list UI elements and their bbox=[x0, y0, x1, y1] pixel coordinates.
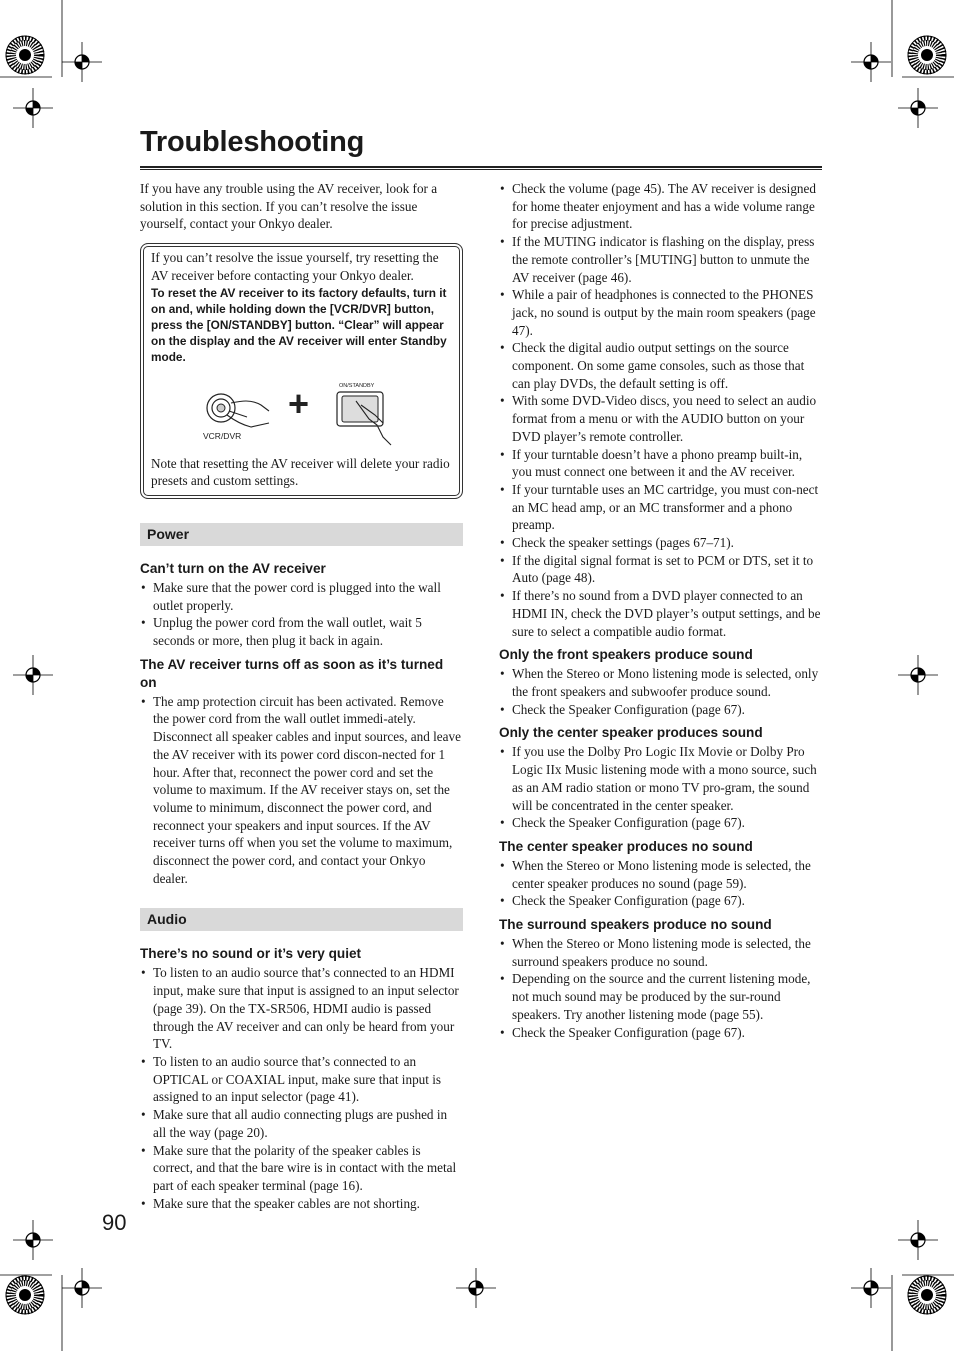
title-rule bbox=[140, 166, 822, 170]
list-item: • Check the Speaker Configuration (page 67). bbox=[499, 701, 823, 719]
power-list-2 bbox=[140, 693, 463, 888]
intro-paragraph: If you have any trouble using the AV receiver, look for a solution in this section. If you can’t resolve the issue yourself, contact your Onkyo dealer. bbox=[140, 181, 438, 232]
list-item: • When the Stereo or Mono listening mode is selected, only the front speakers and subwoofer produce sound. bbox=[499, 665, 823, 700]
list-item: • If your turntable uses an MC cartridge, you must con-nect an MC head amp, or an MC transformer and a phono preamp. bbox=[499, 481, 823, 534]
subheading-surround: The surround speakers produce no sound bbox=[499, 917, 772, 933]
note-reset-instructions: To reset the AV receiver to its factory defaults, turn it on and, while holding down the [VCR/DVR] button, press the [ON/STANDBY] button. “Clear” will appear on the display and the AV receiver will enter Standby mode. bbox=[151, 285, 447, 364]
section-heading-power: Power bbox=[140, 523, 463, 546]
list-item: • If your turntable doesn’t have a phono preamp built-in, you must connect one between it and the AV receiver. bbox=[499, 446, 823, 481]
subheading-center-none: The center speaker produces no sound bbox=[499, 838, 753, 854]
vcr-dvr-button-icon bbox=[207, 394, 269, 427]
subheading-center-only: Only the center speaker produces sound bbox=[499, 725, 763, 741]
list-item: • Unplug the power cord from the wall outlet, wait 5 seconds or more, then plug it back in again. bbox=[140, 614, 463, 649]
list-item: • If you use the Dolby Pro Logic IIx Movie or Dolby Pro Logic IIx Music listening mode with a mono source, such as an AM radio station or mono TV pro-gram, the sound will be concentrated in the center speaker. bbox=[499, 743, 823, 814]
list-item: • Check the speaker settings (pages 67–71). bbox=[499, 534, 823, 552]
center-none-list bbox=[499, 857, 823, 910]
audio-list-1 bbox=[140, 964, 463, 1212]
list-item: • Make sure that the speaker cables are not shorting. bbox=[140, 1195, 463, 1213]
list-item: • Make sure that the power cord is plugged into the wall outlet properly. bbox=[140, 579, 463, 614]
list-item: • Check the Speaker Configuration (page 67). bbox=[499, 1024, 823, 1042]
note-text-1: If you can’t resolve the issue yourself, try resetting the AV receiver before contacting your Onkyo dealer. bbox=[151, 250, 439, 283]
list-item: • While a pair of headphones is connected to the PHONES jack, no sound is output by the main room speakers (page 47). bbox=[499, 286, 823, 339]
list-item: • The amp protection circuit has been activated. Remove the power cord from the wall outlet immedi-ately. Disconnect all speaker cables and input sources, and leave the AV receiver with its power cord discon-nected for 1 hour. After that, reconnect the power cord and set the volume to maximum. If the AV receiver stays on, set the volume to minimum, disconnect the power cord, and reconnect your speakers and input sources. If the AV receiver turns off when you set the volume to maximum, disconnect the power cord, and contact your Onkyo dealer. bbox=[140, 693, 463, 888]
right-column bbox=[499, 180, 823, 1041]
audio-subheading-1: There’s no sound or it’s very quiet bbox=[140, 946, 362, 962]
list-item: • When the Stereo or Mono listening mode is selected, the center speaker produces no sound (page 59). bbox=[499, 857, 823, 892]
page-title: Troubleshooting bbox=[140, 126, 365, 158]
center-only-list bbox=[499, 743, 823, 832]
on-standby-button-icon bbox=[337, 392, 391, 445]
list-item: • When the Stereo or Mono listening mode is selected, the surround speakers produce no sound. bbox=[499, 935, 823, 970]
power-subheading-1: Can’t turn on the AV receiver bbox=[140, 560, 326, 576]
page-number: 90 bbox=[102, 1210, 127, 1235]
section-heading-audio: Audio bbox=[140, 908, 463, 931]
note-text-2: Note that resetting the AV receiver will delete your radio presets and custom settings. bbox=[151, 455, 450, 489]
reset-illustration bbox=[151, 365, 453, 455]
plus-sign: + bbox=[288, 382, 310, 424]
list-item: • Depending on the source and the current listening mode, not much sound may be produced by the sur-round speakers. Try another listening mode (page 55). bbox=[499, 970, 823, 1023]
subheading-front-speakers: Only the front speakers produce sound bbox=[499, 647, 753, 663]
list-item: • To listen to an audio source that’s connected to an HDMI input, make sure that input is assigned to an input selector (page 39). On the TX-SR506, HDMI audio is passed through the AV receiver and can only be heard from your TV. bbox=[140, 964, 463, 1053]
list-item: • Check the Speaker Configuration (page 67). bbox=[499, 814, 823, 832]
list-item: • If the digital signal format is set to PCM or DTS, set it to Auto (page 48). bbox=[499, 552, 823, 587]
list-item: • If there’s no sound from a DVD player connected to an HDMI IN, check the DVD player’s output settings, and be sure to select a compatible audio format. bbox=[499, 587, 823, 640]
surround-list bbox=[499, 935, 823, 1041]
on-standby-label: ON/STANDBY bbox=[339, 382, 375, 389]
power-list-1 bbox=[140, 579, 463, 650]
list-item: • Make sure that all audio connecting plugs are pushed in all the way (page 20). bbox=[140, 1106, 463, 1141]
list-item: • Make sure that the polarity of the speaker cables is correct, and that the bare wire is in contact with the metal part of each speaker terminal (page 16). bbox=[140, 1142, 463, 1195]
list-item: • If the MUTING indicator is flashing on the display, press the remote controller’s [MUTING] button to unmute the AV receiver (page 46). bbox=[499, 233, 823, 286]
list-item: • Check the Speaker Configuration (page 67). bbox=[499, 892, 823, 910]
list-item: • Check the digital audio output settings on the source component. On some game consoles, such as those that can play DVDs, the default setting is off. bbox=[499, 339, 823, 392]
left-column bbox=[140, 180, 463, 1212]
front-speakers-list bbox=[499, 665, 823, 718]
list-item: • With some DVD-Video discs, you need to select an audio format from a menu or with the AUDIO button on your DVD player’s remote controller. bbox=[499, 392, 823, 445]
reset-note-box bbox=[140, 243, 463, 499]
vcr-dvr-label: VCR/DVR bbox=[203, 430, 242, 441]
audio-list-continued bbox=[499, 180, 823, 640]
power-subheading-2: The AV receiver turns off as soon as it’s turned on bbox=[140, 656, 444, 690]
list-item: • To listen to an audio source that’s connected to an OPTICAL or COAXIAL input, make sure that input is assigned to an input selector (page 41). bbox=[140, 1053, 463, 1106]
list-item: • Check the volume (page 45). The AV receiver is designed for home theater enjoyment and has a wide volume range for precise adjustment. bbox=[499, 180, 823, 233]
